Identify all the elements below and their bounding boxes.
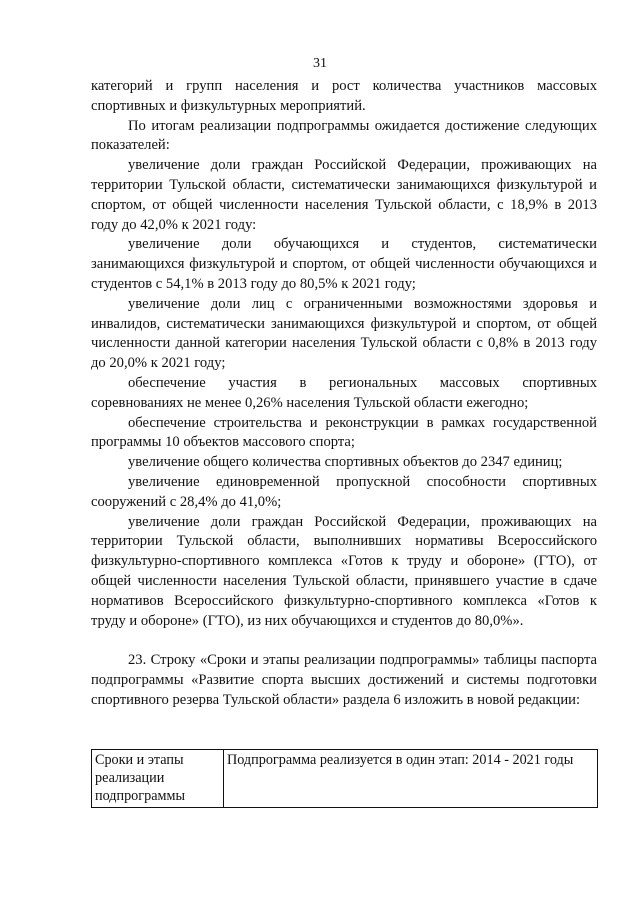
paragraph-indicator: обеспечение участия в региональных массовых спортивных соревнованиях не менее 0,26% населения Тульской области ежегодно; — [91, 374, 597, 411]
table-cell-value: Подпрограмма реализуется в один этап: 2014 - 2021 годы — [224, 750, 598, 808]
passport-table — [91, 749, 598, 808]
paragraph-item-23: 23. Строку «Сроки и этапы реализации подпрограммы» таблицы паспорта подпрограммы «Развитие спорта высших достижений и системы подготовки спортивного резерва Тульской области» раздела 6 изложить в новой редакции: — [91, 652, 597, 708]
document-body — [91, 77, 597, 711]
table-row — [92, 750, 598, 808]
paragraph-indicator: увеличение доли граждан Российской Федерации, проживающих на территории Тульской области, выполнивших нормативы Всероссийского физкультурно-спортивного комплекса «Готов к труду и обороне» (ГТО), от общей численности населения Тульской области, принявшего участие в сдаче нормативов Всероссийского физкультурно-спортивного комплекса «Готов к труду и обороне» (ГТО), из них обучающихся и студентов до 80,0%». — [91, 513, 597, 629]
paragraph-indicator: увеличение доли граждан Российской Федерации, проживающих на территории Тульской области, систематически занимающихся физкультурой и спортом, от общей численности населения Тульской области, с 18,9% в 2013 году до 42,0% к 2021 году: — [91, 157, 597, 233]
paragraph-indicator: увеличение доли обучающихся и студентов, систематически занимающихся физкультурой и спортом, от общей численности обучающихся и студентов с 54,1% в 2013 году до 80,5% к 2021 году; — [91, 236, 597, 292]
paragraph-intro: По итогам реализации подпрограммы ожидается достижение следующих показателей: — [91, 117, 597, 154]
paragraph-indicator: увеличение общего количества спортивных объектов до 2347 единиц; — [128, 454, 563, 471]
paragraph-indicator: увеличение доли лиц с ограниченными возможностями здоровья и инвалидов, систематически занимающихся физкультурой и спортом, от общей численности данной категории населения Тульской области с 0,8% в 2013 году до 20,0% к 2021 году; — [91, 295, 597, 372]
table-cell-label: Сроки и этапы реализации подпрограммы — [92, 750, 224, 808]
page-number: 31 — [313, 56, 327, 71]
paragraph-indicator: обеспечение строительства и реконструкции в рамках государственной программы 10 объектов массового спорта; — [91, 414, 597, 451]
paragraph-indicator: увеличение единовременной пропускной способности спортивных сооружений с 28,4% до 41,0%; — [91, 473, 597, 510]
paragraph-continuation: категорий и групп населения и рост количества участников массовых спортивных и физкультурных мероприятий. — [91, 78, 597, 114]
